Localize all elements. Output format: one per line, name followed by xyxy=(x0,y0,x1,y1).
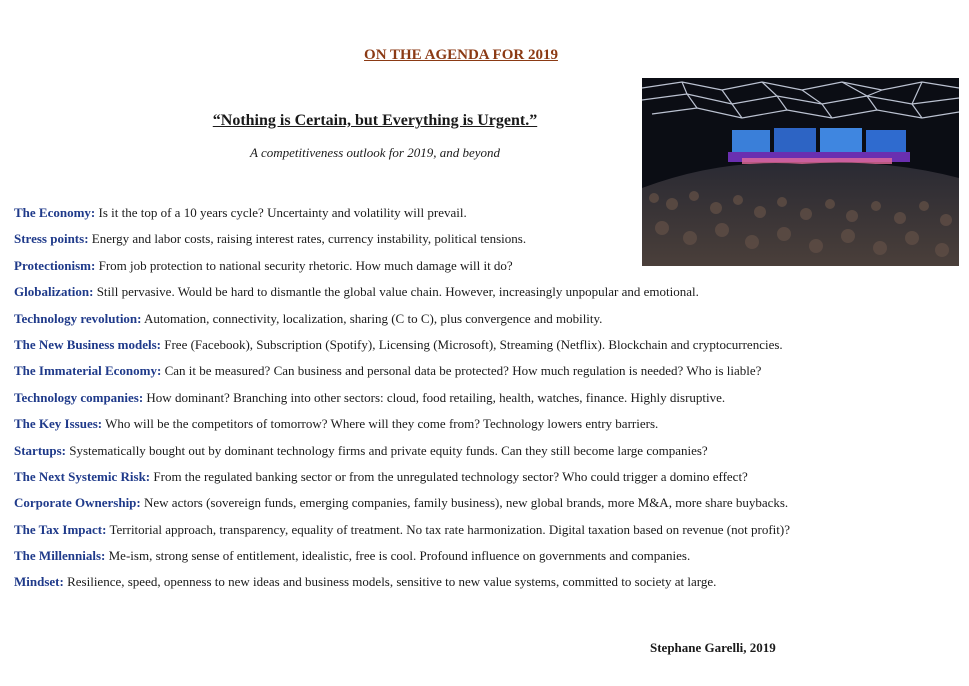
item-label: The Key Issues: xyxy=(14,416,103,432)
item-text: Is it the top of a 10 years cycle? Uncertainty and volatility will prevail. xyxy=(98,205,467,220)
item-label: Startups: xyxy=(14,442,67,458)
item-label: The Next Systemic Risk: xyxy=(14,468,151,484)
item-text: Systematically bought out by dominant technology firms and private equity funds. Can they still become large companies? xyxy=(69,442,708,458)
list-item xyxy=(14,442,964,468)
list-item xyxy=(14,310,964,336)
item-label: Stress points: xyxy=(14,231,89,247)
list-item xyxy=(14,204,964,230)
item-label: The New Business models: xyxy=(14,336,161,352)
list-item xyxy=(14,336,964,362)
item-text: Can it be measured? Can business and personal data be protected? How much regulation is needed? Who is liable? xyxy=(164,363,762,379)
item-text: How dominant? Branching into other sectors: cloud, food retailing, health, watches, finance. Highly disruptive. xyxy=(146,389,726,405)
subtitle: A competitiveness outlook for 2019, and beyond xyxy=(250,145,500,160)
list-item xyxy=(14,521,964,547)
item-label: Corporate Ownership: xyxy=(14,495,141,511)
item-text: Automation, connectivity, localization, sharing (C to C), plus convergence and mobility. xyxy=(144,310,603,326)
item-text: Energy and labor costs, raising interest rates, currency instability, political tensions. xyxy=(91,231,527,247)
item-text: New actors (sovereign funds, emerging companies, family business), new global brands, more M&A, more share buybacks. xyxy=(144,495,789,511)
page-title: ON THE AGENDA FOR 2019 xyxy=(364,47,558,63)
headline-quote: “Nothing is Certain, but Everything is Urgent.” xyxy=(212,112,538,129)
list-item xyxy=(14,547,964,573)
item-label: The Millennials: xyxy=(14,548,106,564)
list-item xyxy=(14,468,964,494)
item-label: Technology companies: xyxy=(14,389,144,405)
list-item xyxy=(14,389,964,415)
item-text: Resilience, speed, openness to new ideas and business models, sensitive to new value systems, committed to society at large. xyxy=(67,574,717,590)
list-item xyxy=(14,283,964,309)
item-label: The Immaterial Economy: xyxy=(14,363,162,379)
list-item xyxy=(14,257,964,283)
item-label: Protectionism: xyxy=(14,257,96,273)
item-text: Territorial approach, transparency, equality of treatment. No tax rate harmonization. Digital taxation based on revenue (not profit)? xyxy=(109,521,790,537)
item-text: Free (Facebook), Subscription (Spotify), Licensing (Microsoft), Streaming (Netflix). Blockchain and cryptocurrencies. xyxy=(164,336,783,352)
item-label: Mindset: xyxy=(14,574,64,590)
item-text: From the regulated banking sector or from the unregulated technology sector? Who could trigger a domino effect? xyxy=(153,468,748,484)
item-label: The Economy: xyxy=(14,205,96,220)
item-text: From job protection to national security rhetoric. How much damage will it do? xyxy=(98,257,513,273)
agenda-list xyxy=(14,204,964,600)
item-label: Globalization: xyxy=(14,284,94,300)
author-signature: Stephane Garelli, 2019 xyxy=(650,640,776,655)
item-text: Still pervasive. Would be hard to dismantle the global value chain. However, increasingly unpopular and emotional. xyxy=(96,284,699,300)
item-label: Technology revolution: xyxy=(14,310,142,326)
list-item xyxy=(14,415,964,441)
list-item xyxy=(14,230,964,256)
list-item xyxy=(14,573,964,599)
item-text: Who will be the competitors of tomorrow? Where will they come from? Technology lowers entry barriers. xyxy=(105,416,659,432)
item-label: The Tax Impact: xyxy=(14,521,107,537)
list-item xyxy=(14,362,964,388)
list-item xyxy=(14,494,964,520)
item-text: Me-ism, strong sense of entitlement, idealistic, free is cool. Profound influence on governments and companies. xyxy=(108,548,691,564)
